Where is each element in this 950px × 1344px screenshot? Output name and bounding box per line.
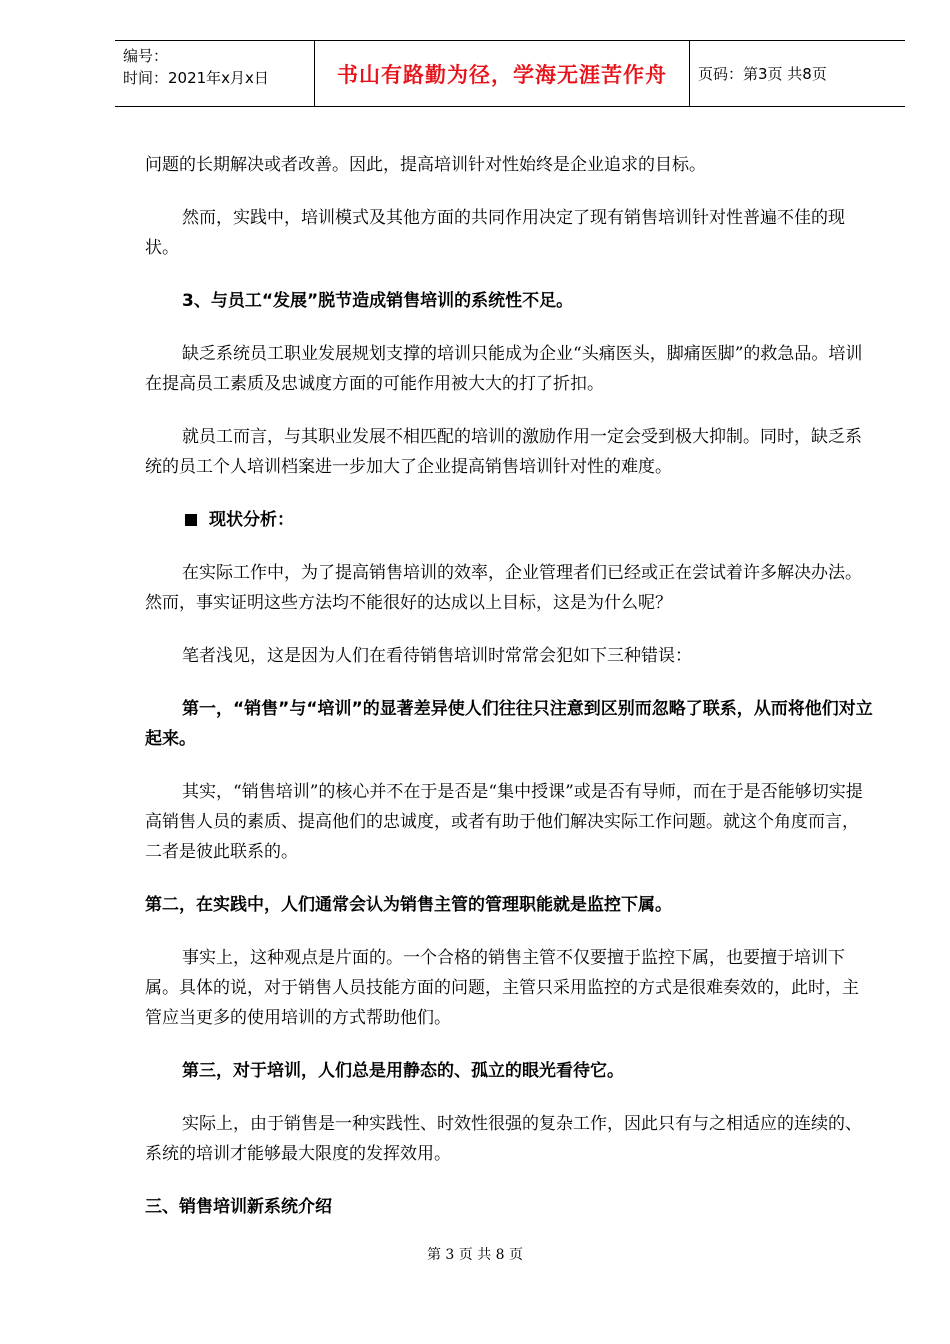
subsection-heading-text: 现状分析： xyxy=(209,510,294,530)
paragraph: 问题的长期解决或者改善。因此，提高培训针对性始终是企业追求的目标。 xyxy=(145,155,706,175)
page-header xyxy=(115,40,905,107)
paragraph: 笔者浅见，这是因为人们在看待销售培训时常常会犯如下三种错误： xyxy=(182,646,692,666)
square-bullet-icon xyxy=(185,514,197,526)
error-point-heading: 第一，“销售”与“培训”的显著差异使人们往往只注意到区别而忽略了联系，从而将他们对立起来。 xyxy=(145,699,873,749)
subsection-heading xyxy=(145,505,875,535)
paragraph: 事实上，这种观点是片面的。一个合格的销售主管不仅要擅于监控下属，也要擅于培训下属。具体的说，对于销售人员技能方面的问题，主管只采用监控的方式是很难奏效的，此时，主管应当更多的使用培训的方式帮助他们。 xyxy=(145,948,859,1028)
header-page-label: 页码：第3页 共8页 xyxy=(698,65,827,83)
paragraph: 其实，“销售培训”的核心并不在于是否是“集中授课”或是否有导师，而在于是否能够切实提高销售人员的素质、提高他们的忠诚度，或者有助于他们解决实际工作问题。就这个角度而言，二者是彼此联系的。 xyxy=(145,782,863,862)
page-footer: 第 3 页 共 8 页 xyxy=(426,1247,524,1263)
error-point-heading: 第三，对于培训，人们总是用静态的、孤立的眼光看待它。 xyxy=(182,1061,624,1081)
document-body xyxy=(145,150,875,1222)
document-time-label: 时间：2021年x月x日 xyxy=(123,69,269,87)
paragraph: 实际上，由于销售是一种实践性、时效性很强的复杂工作，因此只有与之相适应的连续的、系统的培训才能够最大限度的发挥效用。 xyxy=(145,1114,862,1164)
paragraph: 缺乏系统员工职业发展规划支撑的培训只能成为企业“头痛医头，脚痛医脚”的救急品。培训在提高员工素质及忠诚度方面的可能作用被大大的打了折扣。 xyxy=(145,344,863,394)
paragraph: 就员工而言，与其职业发展不相匹配的培训的激励作用一定会受到极大抑制。同时，缺乏系统的员工个人培训档案进一步加大了企业提高销售培训针对性的难度。 xyxy=(145,427,862,477)
document-number-label: 编号： xyxy=(123,47,169,65)
error-point-heading: 第二，在实践中，人们通常会认为销售主管的管理职能就是监控下属。 xyxy=(145,895,672,915)
header-motto: 书山有路勤为径，学海无涯苦作舟 xyxy=(315,41,690,106)
section-heading: 三、销售培训新系统介绍 xyxy=(145,1197,332,1217)
paragraph: 然而，实践中，培训模式及其他方面的共同作用决定了现有销售培训针对性普遍不佳的现状。 xyxy=(145,208,845,258)
paragraph: 在实际工作中，为了提高销售培训的效率，企业管理者们已经或正在尝试着许多解决办法。然而，事实证明这些方法均不能很好的达成以上目标，这是为什么呢？ xyxy=(145,563,862,613)
header-info xyxy=(115,41,315,106)
section-heading: 3、与员工“发展”脱节造成销售培训的系统性不足。 xyxy=(182,291,574,311)
